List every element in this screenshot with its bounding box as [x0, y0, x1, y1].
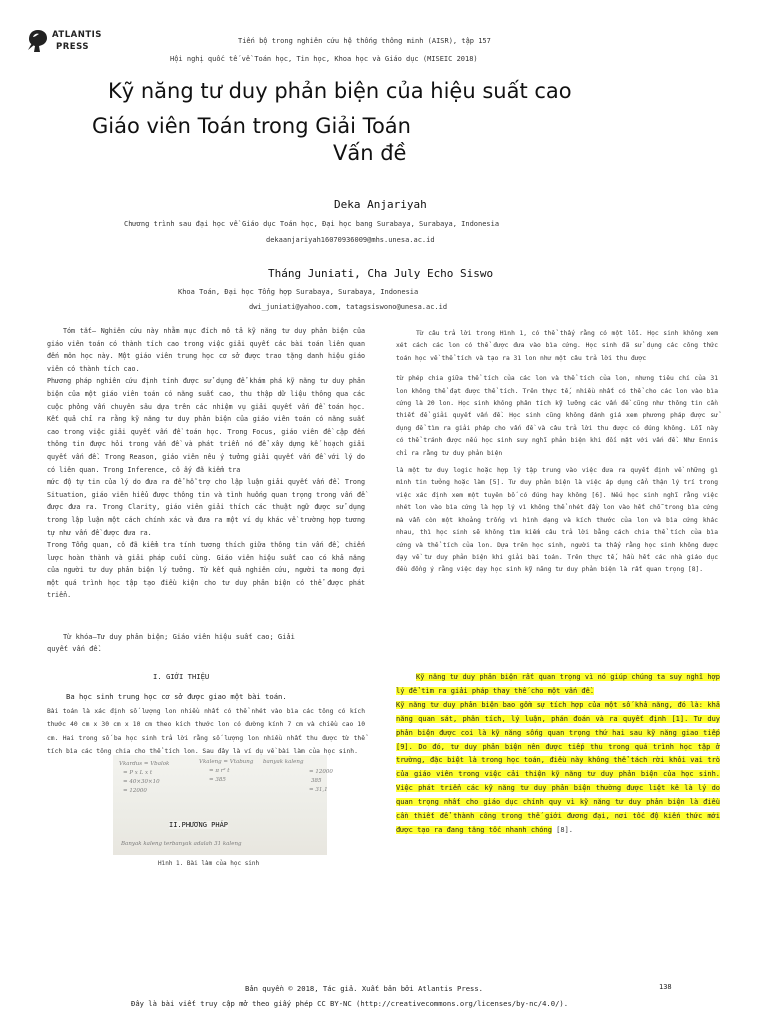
abstract-para-4: Trong Tổng quan, cô đã kiểm tra tính tương thích giữa thông tin vấn đề, chiến lược hoàn thành và giải pháp cuối cùng. Giáo viên hiệu suất cao có khả năng của người tư duy phản biện lý tưởng. Từ kết quả nghiên cứu, người ta mong đợi một quá trình học tập tạo điều kiện cho tư duy phản biện có thể được phát triển. — [47, 541, 365, 600]
keywords: Từ khóa—Tư duy phản biện; Giáo viên hiệu suất cao; Giải quyết vấn đề. — [47, 633, 295, 653]
intro-body: Bài toán là xác định số lượng lon nhiều nhất có thể nhét vào bìa các tông có kích thước 40 cm x 30 cm x 10 cm theo kích thước lon có đường kính 7 cm và chiều cao 10 cm. Hai trong số ba học sinh trả lời rằng số lượng lon nhiều nhất thu được từ thể tích bìa các tông chia cho thể tích lon. Sau đây là ví dụ về bài làm của học sinh. — [47, 708, 365, 756]
section-heading-method: II.PHƯƠNG PHÁP — [169, 821, 229, 829]
conference-header: Hội nghị quốc tế về Toán học, Tin học, Khoa học và Giáo dục (MISEIC 2018) — [170, 55, 478, 63]
hw-text: Vkardus = Vbalok — [119, 761, 170, 767]
hw-text: = 385 — [209, 777, 226, 783]
hw-text: = 40×30×10 — [123, 779, 160, 785]
citation-tail: [8]. — [551, 825, 574, 834]
right-para-1: Từ câu trả lời trong Hình 1, có thể thấy rằng có một lỗi. Học sinh không xem xét cách các lon có thể được đưa vào bìa cứng. Học sinh đã sử dụng các công thức toán học về thể tích và tạo ra 31 lon như một câu trả lời thu được — [396, 330, 718, 362]
abstract-para-3: mức độ tự tin của lý do đưa ra để hỗ trợ cho lập luận giải quyết vấn đề. Trong Situation, giáo viên hiểu được thông tin và tình huống quan trọng trong vấn đề được đưa ra. Trong Clarity, giáo viên giải thích các thuật ngữ được sử dụng trong lập luận một cách chính xác và đưa ra một ví dụ khác về trường hợp tương tự như vấn đề được đưa ra. — [47, 478, 365, 537]
paper-title-line1: Kỹ năng tư duy phản biện của hiệu suất cao — [108, 79, 572, 103]
abstract — [47, 325, 365, 602]
intro-lead: Ba học sinh trung học cơ sở được giao một bài toán. — [66, 692, 287, 701]
abstract-para-2: Phương pháp nghiên cứu định tính được sử dụng để khám phá kỹ năng tư duy phản biện của một giáo viên toán có năng suất cao, thu thập dữ liệu thông qua các cuộc phỏng vấn chuyên sâu dựa trên các nhiệm vụ giải quyết vấn đề toán học. Kết quả chỉ ra rằng kỹ năng tư duy phản biện của giáo viên toán có năng suất cao trong việc giải quyết vấn đề toán học. Trong Focus, giáo viên đề cập đến thông tin được hỏi trong vấn đề và phát triển nó để xây dựng kế hoạch giải quyết vấn đề. Trong Reason, giáo viên nêu ý tưởng giải quyết vấn đề với lý do có liên quan. Trong Inference, cô ấy đã kiểm tra — [47, 377, 365, 474]
abstract-para-1: Tóm tắt— Nghiên cứu này nhằm mục đích mô tả kỹ năng tư duy phản biện của giáo viên toán có thành tích cao trong việc giải quyết các bài toán liên quan đến môn học này. Một giáo viên trung học cơ sở được trao tặng danh hiệu giáo viên có thành tích cao. — [47, 327, 365, 373]
highlighted-passage — [396, 671, 720, 838]
author-1-affiliation: Chương trình sau đại học về Giáo dục Toán học, Đại học bang Surabaya, Surabaya, Indonesia — [124, 220, 500, 228]
author-1-name: Deka Anjariyah — [334, 198, 427, 211]
hw-text: = 12000 — [123, 788, 147, 794]
figure-caption: Hình 1. Bài làm của học sinh — [158, 860, 260, 867]
atlantis-figure-icon — [26, 28, 50, 54]
author-2-affiliation: Khoa Toán, Đại học Tổng hợp Surabaya, Surabaya, Indonesia — [178, 288, 419, 296]
paper-title-line2: Giáo viên Toán trong Giải Toán — [92, 114, 411, 138]
hw-text: = 31,1 — [309, 787, 328, 793]
highlight-sentence-1: Kỹ năng tư duy phản biện rất quan trọng vì nó giúp chúng ta suy nghĩ hợp lý để tìm ra giải pháp thay thế cho một vấn đề. — [396, 673, 720, 695]
copyright-line: Bản quyền © 2018, Tác giả. Xuất bản bởi Atlantis Press. — [245, 984, 483, 993]
page-number: 138 — [659, 983, 672, 991]
right-para-3: là một tư duy logic hoặc hợp lý tập trung vào việc đưa ra quyết định về những gì mình tin tưởng hoặc làm [5]. Tư duy phản biện là việc áp dụng cẩn thận lý trí trong việc xác định xem một tuyên bố có đúng hay không [6]. Nếu học sinh nghĩ rằng việc nhét lon vào bìa cứng là hợp lý vì không thể nhét đầy lon vào hết chỗ trong bìa cứng mà vẫn còn một khoảng trống vì hình dạng và kích thước của lon và bìa cứng khác nhau, thì học sinh sẽ không tìm kiếm câu trả lời bằng cách chia thể tích của bìa cứng và thể tích của lon. Dựa trên học sinh, người ta thấy rằng học sinh không được dạy về tư duy phản biện khi giải bài toán. Trên thực tế, hầu hết các nhà giáo dục đều đồng ý rằng việc dạy học sinh kỹ năng tư duy phản biện là rất quan trọng [8]. — [396, 467, 718, 574]
section-heading-introduction: I. GIỚI THIỆU — [153, 672, 210, 681]
author-1-email: dekaanjariyah16070936009@mhs.unesa.ac.id — [266, 236, 435, 244]
hw-text: Vkaleng = Vtabung — [199, 759, 254, 765]
hw-text: = π r² t — [209, 768, 230, 774]
hw-text: = P x L x t — [123, 770, 153, 776]
paper-title-line3: Vấn đề — [333, 141, 407, 165]
hw-text: banyak kaleng — [263, 759, 304, 765]
logo-text-line2: PRESS — [56, 42, 89, 52]
hw-text: = 12000 — [309, 769, 333, 775]
student-work-photo — [113, 755, 333, 855]
right-column-text — [396, 328, 718, 577]
license-line: Đây là bài viết truy cập mở theo giấy phép CC BY-NC (http://creativecommons.org/licenses/by-nc/4.0/). — [131, 999, 569, 1008]
hw-text: Banyak kaleng terbanyak adalah 31 kaleng — [121, 841, 242, 847]
highlight-sentence-2: Kỹ năng tư duy phản biện bao gồm sự tích hợp của một số khả năng, đó là: khả năng quan sát, phân tích, lý luận, phán đoán và ra quyết định [1]. Tư duy phản biện được coi là kỹ năng sống quan trọng thứ hai sau kỹ năng giao tiếp [9]. Do đó, tư duy phản biện nên được tiếp thu trong quá trình học tập ở trường, đặc biệt là trong học toán, điều này không thể tách rời khỏi vai trò của giáo viên trong việc cải thiện kỹ năng tư duy phản biện của học sinh. Việc phát triển các kỹ năng tư duy phản biện thường được liệt kê là lý do quan trọng nhất cho giáo dục chính quy vì kỹ năng tư duy phản biện là điều cần thiết để thành công trong thế giới đương đại, nơi tốc độ kiến thức mới được tạo ra đang tăng tốc nhanh chóng — [396, 700, 720, 834]
publisher-logo — [26, 28, 136, 68]
right-para-2: từ phép chia giữa thể tích của các lon và thể tích của lon, nhưng tiêu chí của 31 lon không thể đạt được thể tích. Trên thực tế, nhiều nhất có thể cho các lon vào bìa cứng là 20 lon. Học sinh không phân tích kỹ lưỡng các vấn đề cũng như thông tin cần thiết để giải quyết vấn đề. Học sinh cũng không đánh giá xem phương pháp được sử dụng để tìm ra giải pháp cho vấn đề và câu trả lời thu được có đúng không. Lỗi này có thể tránh được nếu học sinh suy nghĩ phản biện khi đối mặt với vấn đề. Như Ennis chỉ ra rằng tư duy phản biện — [396, 375, 718, 457]
author-2-name: Tháng Juniati, Cha July Echo Siswo — [268, 267, 494, 280]
hw-text: 385 — [311, 778, 322, 784]
series-header: Tiến bộ trong nghiên cứu hệ thống thông minh (AISR), tập 157 — [238, 37, 491, 45]
logo-text-line1: ATLANTIS — [52, 30, 102, 40]
author-2-email: dwi_juniati@yahoo.com, tatagsiswono@unesa.ac.id — [249, 303, 448, 311]
